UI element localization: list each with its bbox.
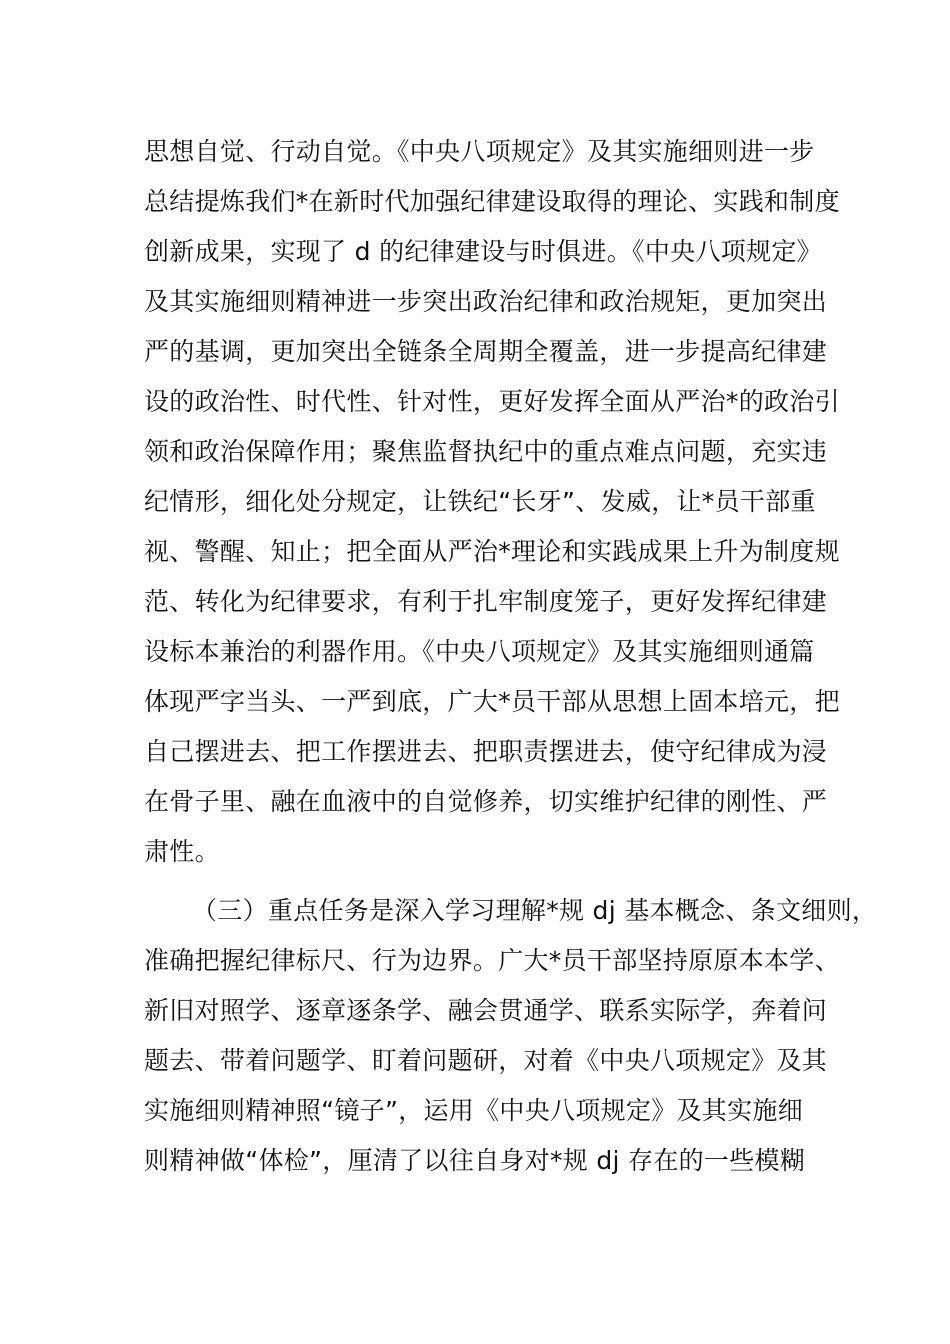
paragraph-line: 设的政治性、时代性、针对性，更好发挥全面从严治*的政治引	[144, 387, 840, 416]
paragraph-line: 则精神做“体检”，厘清了以往自身对*规 dj 存在的一些模糊	[144, 1146, 806, 1175]
paragraph-spacing	[144, 877, 824, 886]
paragraph-line: 视、警醒、知止；把全面从严治*理论和实践成果上升为制度规	[144, 537, 840, 566]
paragraph-line: 纪情形，细化处分规定，让铁纪“长牙”、发威，让*员干部重	[144, 487, 816, 516]
paragraph-line: 在骨子里、融在血液中的自觉修养，切实维护纪律的刚性、严	[144, 787, 828, 816]
paragraph-line: （三）重点任务是深入学习理解*规 dj 基本概念、条文细则，	[192, 896, 878, 925]
paragraph-line: 题去、带着问题学、盯着问题研，对着《中央八项规定》及其	[144, 1046, 828, 1075]
paragraph-line: 肃性。	[144, 837, 220, 866]
paragraph-line: 实施细则精神照“镜子”，运用《中央八项规定》及其实施细	[144, 1096, 804, 1125]
paragraph-line: 设标本兼治的利器作用。《中央八项规定》及其实施细则通篇	[144, 637, 815, 666]
paragraph-line: 范、转化为纪律要求，有利于扎牢制度笼子，更好发挥纪律建	[144, 587, 828, 616]
paragraph-line: 创新成果，实现了 d 的纪律建设与时俱进。《中央八项规定》	[144, 237, 822, 266]
paragraph-line: 新旧对照学、逐章逐条学、融会贯通学、联系实际学，奔着问	[144, 996, 828, 1025]
paragraph-line: 严的基调，更加突出全链条全周期全覆盖，进一步提高纪律建	[144, 337, 828, 366]
paragraph-2	[144, 886, 878, 1186]
paragraph-line: 自己摆进去、把工作摆进去、把职责摆进去，使守纪律成为浸	[144, 737, 828, 766]
paragraph-line: 体现严字当头、一严到底，广大*员干部从思想上固本培元，把	[144, 687, 840, 716]
body-text	[144, 127, 878, 1186]
paragraph-line: 准确把握纪律标尺、行为边界。广大*员干部坚持原原本本学、	[144, 946, 840, 975]
paragraph-line: 及其实施细则精神进一步突出政治纪律和政治规矩，更加突出	[144, 287, 828, 316]
paragraph-line: 总结提炼我们*在新时代加强纪律建设取得的理论、实践和制度	[144, 187, 840, 216]
paragraph-1	[144, 127, 840, 877]
paragraph-line: 思想自觉、行动自觉。《中央八项规定》及其实施细则进一步	[144, 137, 815, 166]
paragraph-line: 领和政治保障作用；聚焦监督执纪中的重点难点问题，充实违	[144, 437, 828, 466]
